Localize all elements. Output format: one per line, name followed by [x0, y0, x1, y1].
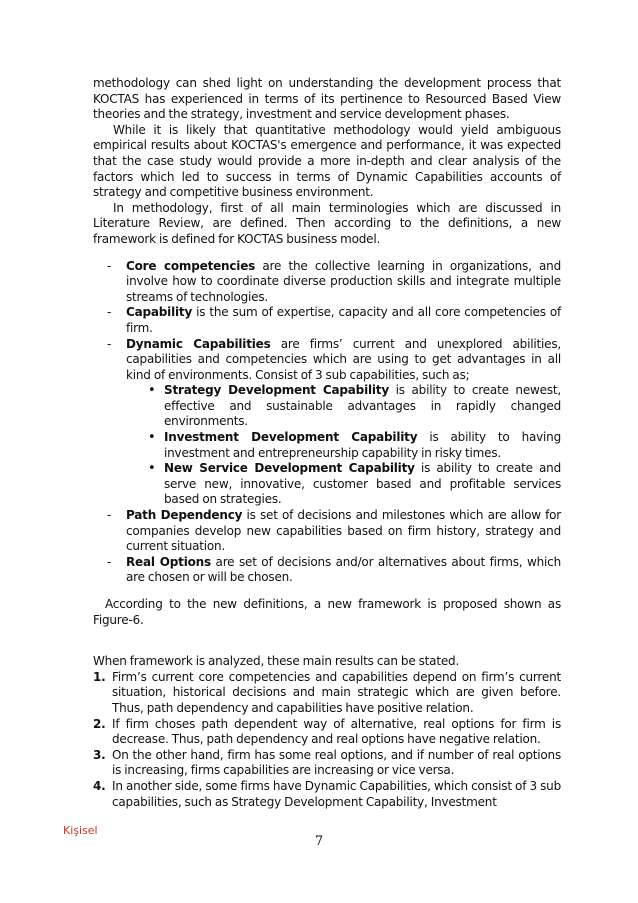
paragraph-terminologies: In methodology, first of all main terminologies which are discussed in Literature Review, are defined. Then according to the definitions, a new framework is defined for KOCTAS business model. [93, 200, 561, 246]
sub-capabilities-list [126, 383, 561, 508]
paragraph-quantitative: While it is likely that quantitative methodology would yield ambiguous empirical results about KOCTAS's emergence and performance, it was expected that the case study would provide a more in-depth and clear analysis of the factors which led to success in terms of Dynamic Capabilities accounts of strategy and competitive business environment. [93, 122, 561, 200]
term: Dynamic Capabilities [126, 336, 271, 351]
definition-text: is ability to create and serve new, innovative, customer based and profitable services based on strategies. [164, 461, 561, 507]
list-item-result-3 [93, 748, 561, 779]
results-list [93, 670, 561, 810]
definition-text: are the collective learning in organizations, and involve how to coordinate diverse production skills and integrate multiple streams of technologies. [126, 258, 561, 304]
result-text: If firm choses path dependent way of alternative, real options for firm is decrease. Thus, path dependency and real options have negative relation. [112, 716, 561, 747]
list-item-new-service-development [148, 461, 561, 508]
term: Strategy Development Capability [164, 383, 389, 398]
item-number: 4. [93, 778, 106, 793]
paragraph-framework-intro: According to the new definitions, a new framework is proposed shown as Figure-6. [93, 597, 561, 627]
item-number: 1. [93, 669, 106, 684]
list-item-path-dependency [107, 508, 561, 555]
list-item-result-4 [93, 779, 561, 810]
definition-text: is the sum of expertise, capacity and all core competencies of firm. [126, 305, 561, 335]
result-text: Firm’s current core competencies and capabilities depend on firm’s current situation, historical decisions and main strategic which are given before. Thus, path dependency and capabilities have positive relation. [112, 669, 561, 715]
list-item-dynamic-capabilities [107, 337, 561, 509]
list-item-core-competencies [107, 259, 561, 306]
paragraph-methodology-intro: methodology can shed light on understanding the development process that KOCTAS has experienced in terms of its pertinence to Resourced Based View theories and the strategy, investment and service development phases. [93, 76, 561, 122]
spacer [93, 248, 561, 259]
list-item-capability [107, 305, 561, 336]
term: Core competencies [126, 258, 256, 273]
list-item-strategy-development [148, 383, 561, 430]
list-item-result-2 [93, 717, 561, 748]
footer-classification-label: Kişisel [63, 824, 98, 837]
term: New Service Development Capability [164, 461, 415, 476]
item-number: 2. [93, 716, 106, 731]
definition-text: is ability to having investment and entrepreneurship capability in risky times. [164, 430, 561, 460]
list-item-investment-development [148, 430, 561, 461]
definition-text: is ability to create newest, effective and sustainable advantages in rapidly changed environments. [164, 383, 561, 429]
spacer [93, 628, 561, 654]
term: Investment Development Capability [164, 430, 418, 445]
definitions-list [93, 259, 561, 586]
paragraph-results-intro: When framework is analyzed, these main results can be stated. [93, 654, 460, 669]
definition-text: are set of decisions and/or alternatives about firms, which are chosen or will be chosen. [126, 554, 561, 585]
result-text: On the other hand, firm has some real options, and if number of real options is increasing, firms capabilities are increasing or vice versa. [112, 747, 561, 778]
list-item-result-1 [93, 670, 561, 717]
term: Real Options [126, 554, 211, 569]
item-number: 3. [93, 747, 106, 762]
list-item-real-options [107, 555, 561, 586]
definition-text: are firms’ current and unexplored abilities, capabilities and competencies which are using to get advantages in all kind of environments. Consist of 3 sub capabilities, such as; [126, 336, 561, 382]
term: Capability [126, 305, 193, 320]
term: Path Dependency [126, 508, 243, 523]
page-content [93, 76, 561, 810]
spacer [93, 586, 561, 597]
page-number: 7 [314, 834, 324, 849]
result-text: In another side, some firms have Dynamic Capabilities, which consist of 3 sub capabilities, such as Strategy Development Capability, Investment [112, 778, 561, 809]
definition-text: is set of decisions and milestones which are allow for companies develop new capabilities based on firm history, strategy and current situation. [126, 508, 561, 554]
